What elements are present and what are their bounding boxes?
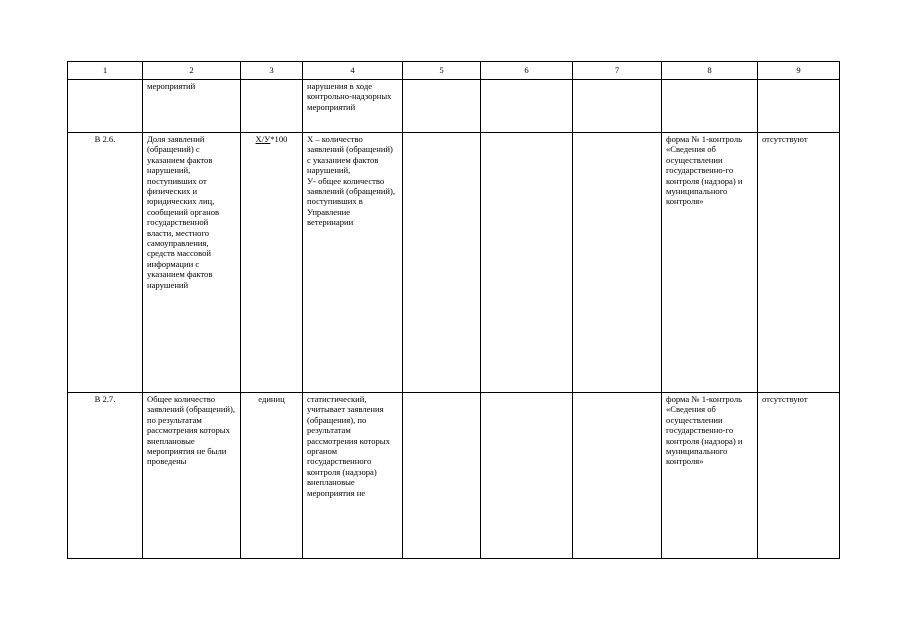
column-number: 7: [573, 62, 662, 80]
column-number: 6: [481, 62, 573, 80]
indicator-formula: [241, 133, 303, 393]
column-number: 3: [241, 62, 303, 80]
indicator-unit: единиц: [241, 393, 303, 559]
empty-cell: [481, 133, 573, 393]
indicator-notes: отсутствуют: [758, 393, 840, 559]
indicator-table: [67, 61, 840, 559]
column-number-row: [68, 62, 840, 80]
indicator-notes: [758, 80, 840, 133]
formula-x: Х: [255, 134, 262, 144]
empty-cell: [573, 393, 662, 559]
empty-cell: [481, 80, 573, 133]
table-row: [68, 80, 840, 133]
empty-cell: [481, 393, 573, 559]
indicator-unit: [241, 80, 303, 133]
empty-cell: [403, 80, 481, 133]
column-number: 2: [143, 62, 241, 80]
indicator-method: статистический, учитывает заявления (обращения), по результатам рассмотрения которых органом государственного контроля (надзора) внеплановые мероприятия не: [303, 393, 403, 559]
empty-cell: [403, 133, 481, 393]
indicator-code: В 2.6.: [68, 133, 143, 393]
table-row: [68, 393, 840, 559]
indicator-source: форма № 1-контроль «Сведения об осуществлении государственно-го контроля (надзора) и муниципального контроля»: [662, 393, 758, 559]
indicator-notes: отсутствуют: [758, 133, 840, 393]
indicator-source: форма № 1-контроль «Сведения об осуществлении государственно-го контроля (надзора) и муниципального контроля»: [662, 133, 758, 393]
column-number: 5: [403, 62, 481, 80]
indicator-name: мероприятий: [143, 80, 241, 133]
column-number: 8: [662, 62, 758, 80]
indicator-name: Доля заявлений (обращений) с указанием фактов нарушений, поступивших от физических и юридических лиц, сообщений органов государственной власти, местного самоуправления, средств массовой информации с указанием фактов нарушений: [143, 133, 241, 393]
indicator-method: Х – количество заявлений (обращений) с указанием фактов нарушений, У- общее количество заявлений (обращений), поступивших в Управление ветеринарии: [303, 133, 403, 393]
indicator-code: [68, 80, 143, 133]
indicator-name: Общее количество заявлений (обращений), по результатам рассмотрения которых внеплановые мероприятия не были проведены: [143, 393, 241, 559]
column-number: 4: [303, 62, 403, 80]
empty-cell: [403, 393, 481, 559]
formula-y: У: [264, 134, 271, 144]
formula-slash: /: [261, 134, 265, 144]
formula-rest: *100: [270, 134, 288, 144]
column-number: 9: [758, 62, 840, 80]
indicator-code: В 2.7.: [68, 393, 143, 559]
column-number: 1: [68, 62, 143, 80]
indicator-source: [662, 80, 758, 133]
indicator-method: нарушения в ходе контрольно-надзорных мероприятий: [303, 80, 403, 133]
empty-cell: [573, 133, 662, 393]
empty-cell: [573, 80, 662, 133]
table-row: [68, 133, 840, 393]
